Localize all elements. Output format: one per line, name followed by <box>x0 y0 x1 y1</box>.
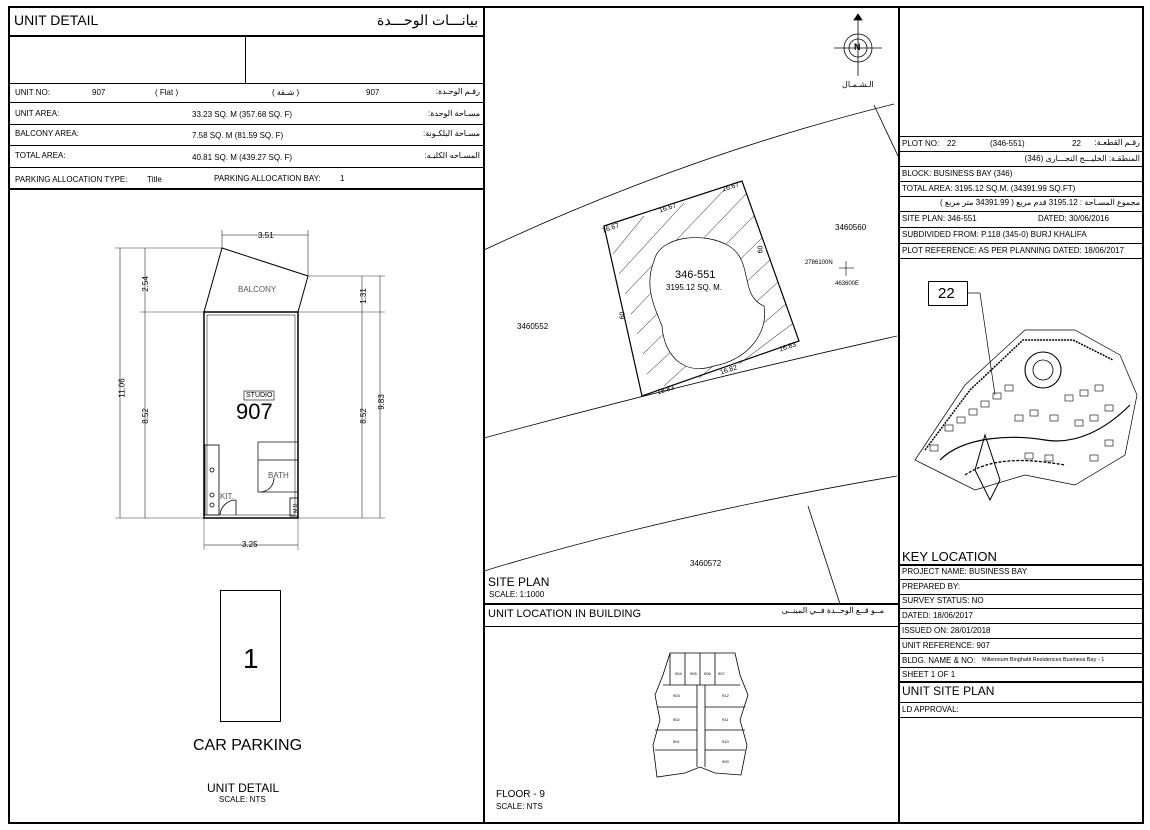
parking-type-label: PARKING ALLOCATION TYPE: <box>15 175 128 184</box>
project-name: PROJECT NAME: BUSINESS BAY <box>902 567 1028 576</box>
table-rule <box>8 188 484 190</box>
issued-on: ISSUED ON: 28/01/2018 <box>902 626 991 635</box>
studio-label: STUDIO <box>246 392 273 399</box>
panel-rule <box>899 681 1144 683</box>
floor-unit-label: 901 <box>673 739 680 744</box>
dim-bottom: 3.25 <box>242 540 258 549</box>
table-rule <box>8 102 484 103</box>
panel-rule <box>899 608 1144 609</box>
dim-d: 60 <box>757 245 765 254</box>
table-rule <box>245 35 246 84</box>
key-location-map <box>905 285 1140 515</box>
dim-right-total: 9.83 <box>376 394 386 410</box>
plot-no-value: 22 <box>947 139 956 148</box>
floor-unit-label: 911 <box>722 717 729 722</box>
floor-unit-label: 912 <box>722 693 729 698</box>
north-label-ar: الـشـمـال <box>842 80 874 89</box>
table-rule <box>8 124 484 125</box>
dim-top: 3.51 <box>258 231 274 240</box>
kitchen-label: KIT. <box>220 492 234 501</box>
floor-unit-label: 902 <box>673 717 680 722</box>
parking-bay-number: 1 <box>243 643 259 674</box>
total-area-ar-label: المسـاحه الكليـه: <box>424 151 480 160</box>
area-ar: المنطقـة: الخليـــج التجـــارى (346) <box>1024 154 1140 163</box>
bldg-value: Millennium Binghatti Residences Business Bay - 1 <box>982 657 1105 663</box>
neighbor-plot-2: 3460552 <box>517 322 549 331</box>
dim-left-total: 11.06 <box>117 378 127 398</box>
section-rule <box>484 603 898 605</box>
unit-no-value: 907 <box>92 88 106 97</box>
unit-no-ar-label: رقـم الوحـدة: <box>435 87 480 96</box>
floor-scale: SCALE: NTS <box>496 802 543 811</box>
survey-status: SURVEY STATUS: NO <box>902 596 984 605</box>
dim-f: 16.82 <box>719 364 739 377</box>
panel-rule <box>899 702 1144 703</box>
bldg-label: BLDG. NAME & NO: <box>902 656 976 665</box>
dim-a: 16.67 <box>601 222 621 235</box>
unit-location-title-ar: مــو قــع الوحــدة فــي المبنــى <box>781 606 884 615</box>
unit-detail-caption: UNIT DETAIL <box>207 781 280 795</box>
plot-id-label: 346-551 <box>675 269 716 281</box>
coord-east: 463600E <box>835 281 860 287</box>
floor-plan-drawing <box>645 645 755 785</box>
block-info: BLOCK: BUSINESS BAY (346) <box>902 169 1013 178</box>
panel-rule <box>899 227 1144 228</box>
car-parking-label: CAR PARKING <box>193 737 303 754</box>
panel-rule <box>899 166 1144 167</box>
dim-c: 16.67 <box>721 181 741 194</box>
key-number: 22 <box>938 285 955 302</box>
dim-g: 18.83 <box>656 384 676 397</box>
unit-no-label: UNIT NO: <box>15 88 50 97</box>
unit-detail-title: UNIT DETAIL <box>14 12 99 28</box>
panel-rule <box>899 151 1144 152</box>
plot-reference-info: PLOT REFERENCE: AS PER PLANNING DATED: 18/06/2017 <box>902 246 1125 255</box>
site-plan-title: SITE PLAN <box>488 575 550 589</box>
panel-rule <box>899 623 1144 624</box>
dim-h: 16.83 <box>778 341 798 354</box>
north-letter: N <box>854 42 861 52</box>
total-area-ar-info: مجموع المسـاحة : 3195.12 قدم مربع ( 34391.99 متر مربع ) <box>940 198 1140 207</box>
ld-approval: LD APPROVAL: <box>902 705 959 714</box>
site-plan-drawing <box>484 6 898 604</box>
dim-right-2: 8.52 <box>358 408 368 424</box>
plot-area-label: 3195.12 SQ. M. <box>666 283 723 292</box>
floor-label: FLOOR - 9 <box>496 789 545 800</box>
unit-no-ar-value: 907 <box>366 88 380 97</box>
table-rule <box>8 167 484 168</box>
unit-detail-title-ar: بيانـــات الوحـــدة <box>377 12 478 28</box>
panel-rule <box>899 136 1144 137</box>
panel-rule <box>899 243 1144 244</box>
unit-location-title: UNIT LOCATION IN BUILDING <box>488 608 642 620</box>
panel-rule <box>899 638 1144 639</box>
panel-rule <box>899 211 1144 212</box>
unit-type: ( Flat ) <box>155 88 179 97</box>
plot-no-code: (346-551) <box>990 139 1025 148</box>
total-area-value: 40.81 SQ. M (439.27 SQ. F) <box>192 153 293 162</box>
neighbor-plot-3: 3460572 <box>690 559 722 568</box>
unit-site-plan-title: UNIT SITE PLAN <box>902 684 995 698</box>
table-rule <box>8 145 484 146</box>
neighbor-plot-1: 3460560 <box>835 223 867 232</box>
floor-unit-label: 904 <box>675 671 682 676</box>
table-rule <box>8 83 484 84</box>
coord-north: 2786100N <box>805 260 833 266</box>
floor-unit-label: 903 <box>673 693 680 698</box>
panel-rule <box>899 653 1144 654</box>
floor-unit-label: 906 <box>704 671 711 676</box>
unit-detail-scale: SCALE: NTS <box>219 795 266 804</box>
unit-area-value: 33.23 SQ. M (357.68 SQ. F) <box>192 110 293 119</box>
unit-reference: UNIT REFERENCE: 907 <box>902 641 990 650</box>
table-rule <box>8 35 484 37</box>
md-label: M.D. <box>292 502 299 513</box>
section-rule <box>484 626 898 627</box>
floor-unit-label: 907 <box>718 671 725 676</box>
panel-rule <box>899 564 1144 566</box>
plot-no-ar-label: رقـم القطعـة: <box>1094 138 1140 147</box>
site-plan-scale: SCALE: 1:1000 <box>489 590 545 599</box>
panel-rule <box>899 196 1144 197</box>
balcony-label: BALCONY <box>238 285 277 294</box>
dim-left-2: 8.52 <box>140 408 150 424</box>
dim-b: 16.67 <box>658 202 678 215</box>
unit-number-label: 907 <box>236 399 273 424</box>
panel-rule <box>899 579 1144 580</box>
total-area-info: TOTAL AREA: 3195.12 SQ.M. (34391.99 SQ.FT) <box>902 184 1076 193</box>
panel-rule <box>899 717 1144 718</box>
plot-no-label: PLOT NO: <box>902 139 940 148</box>
subdivided-info: SUBDIVIDED FROM: P.118 (345-0) BURJ KHALIFA <box>902 230 1087 239</box>
panel-rule <box>899 181 1144 182</box>
parking-bay-value: 1 <box>340 174 345 183</box>
panel-rule <box>899 667 1144 668</box>
key-location-title: KEY LOCATION <box>902 549 997 564</box>
unit-area-ar-label: مسـاحة الوحدة: <box>427 109 480 118</box>
sheet-number: SHEET 1 OF 1 <box>902 670 956 679</box>
balcony-area-label: BALCONY AREA: <box>15 129 79 138</box>
unit-area-label: UNIT AREA: <box>15 109 60 118</box>
dim-right-1: 1.31 <box>358 288 368 304</box>
panel-rule <box>899 594 1144 595</box>
dim-e: 60 <box>619 311 627 320</box>
plot-no-ar-value: 22 <box>1072 139 1081 148</box>
floor-unit-label: 909 <box>722 759 729 764</box>
prepared-by: PREPARED BY: <box>902 582 961 591</box>
bath-label: BATH <box>268 471 289 480</box>
dated: DATED: 18/06/2017 <box>902 611 974 620</box>
panel-rule <box>899 258 1144 259</box>
dim-left-1: 2.54 <box>140 276 150 292</box>
floor-unit-label: 905 <box>690 671 697 676</box>
floor-unit-label: 910 <box>722 739 729 744</box>
site-plan-dated: DATED: 30/06/2016 <box>1038 214 1110 223</box>
parking-bay-label: PARKING ALLOCATION BAY: <box>214 174 321 183</box>
site-plan-info: SITE PLAN: 346-551 <box>902 214 977 223</box>
parking-type-value: Title <box>147 175 162 184</box>
balcony-area-ar-label: مسـاحة البلكـونة: <box>422 129 480 138</box>
total-area-label: TOTAL AREA: <box>15 151 66 160</box>
unit-type-ar: ( شـقة ) <box>272 88 300 97</box>
unit-floor-plan <box>100 220 420 560</box>
balcony-area-value: 7.58 SQ. M (81.59 SQ. F) <box>192 131 284 140</box>
